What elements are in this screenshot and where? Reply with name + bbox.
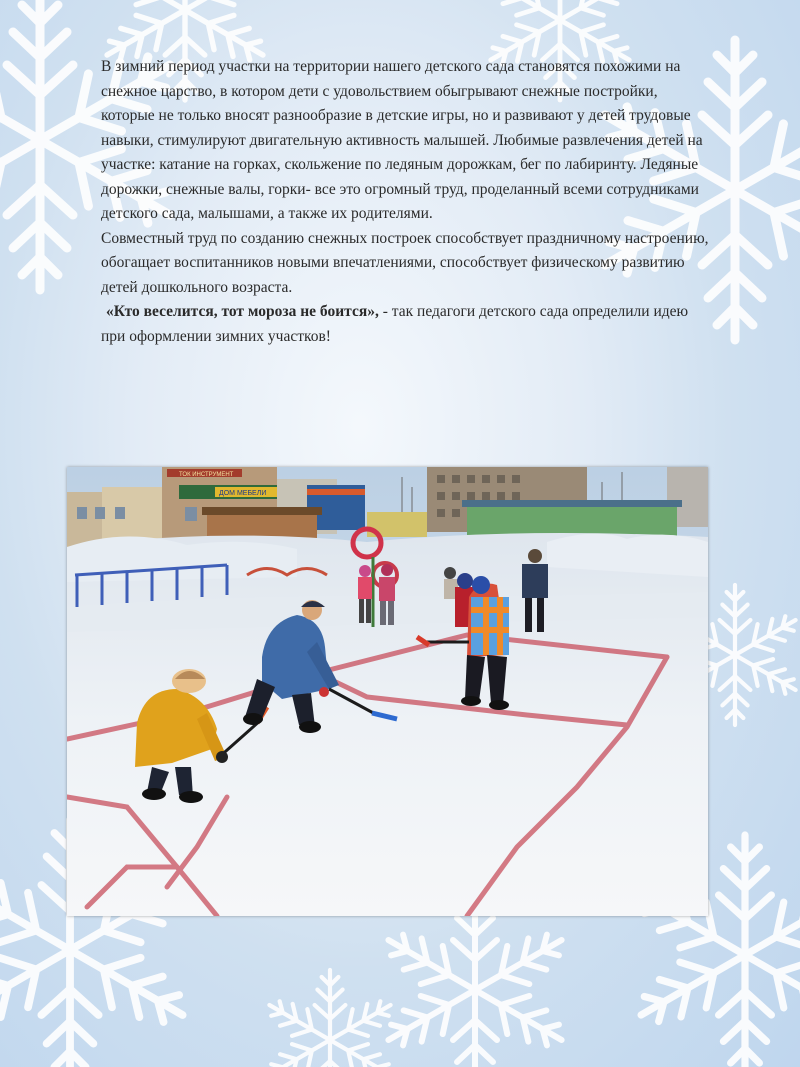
paragraph-intro: В зимний период участки на территории нашего детского сада становятся похожими на снежное царство, в котором дети с удовольствием обыгрывают снежные постройки, которые не только вносят разнообразие в детские игры, но и развивают у детей трудовые навыки, стимулируют двигательную активность малышей. Любимые развлечения детей на участке: катание на горках, скольжение по ледяным дорожкам, бег по лабиринту. Ледяные дорожки, снежные валы, горки- все это огромный труд, проделанный всеми сотрудниками детского сада, малышами, а также их родителями. — [101, 58, 703, 222]
article-text — [101, 55, 711, 349]
snowflake-icon — [262, 970, 399, 1067]
paragraph-benefits: Совместный труд по созданию снежных построек способствует праздничному настроению, обогащает воспитанников новыми впечатлениями, способствует физическому развитию детей дошкольного возраста. — [101, 229, 709, 296]
slogan-quote: «Кто веселится, тот мороза не боится», — [106, 303, 379, 320]
store-sign-middle: ДОМ МЕБЕЛИ — [219, 490, 267, 497]
snowflake-icon — [377, 890, 572, 1067]
slogan-paragraph — [101, 300, 711, 349]
slogan-explanation: - так педагоги детского сада определили идею при оформлении зимних участков! — [101, 303, 689, 345]
store-sign-top: ТОК ИНСТРУМЕНТ — [179, 472, 234, 478]
hockey-photo — [67, 467, 708, 916]
